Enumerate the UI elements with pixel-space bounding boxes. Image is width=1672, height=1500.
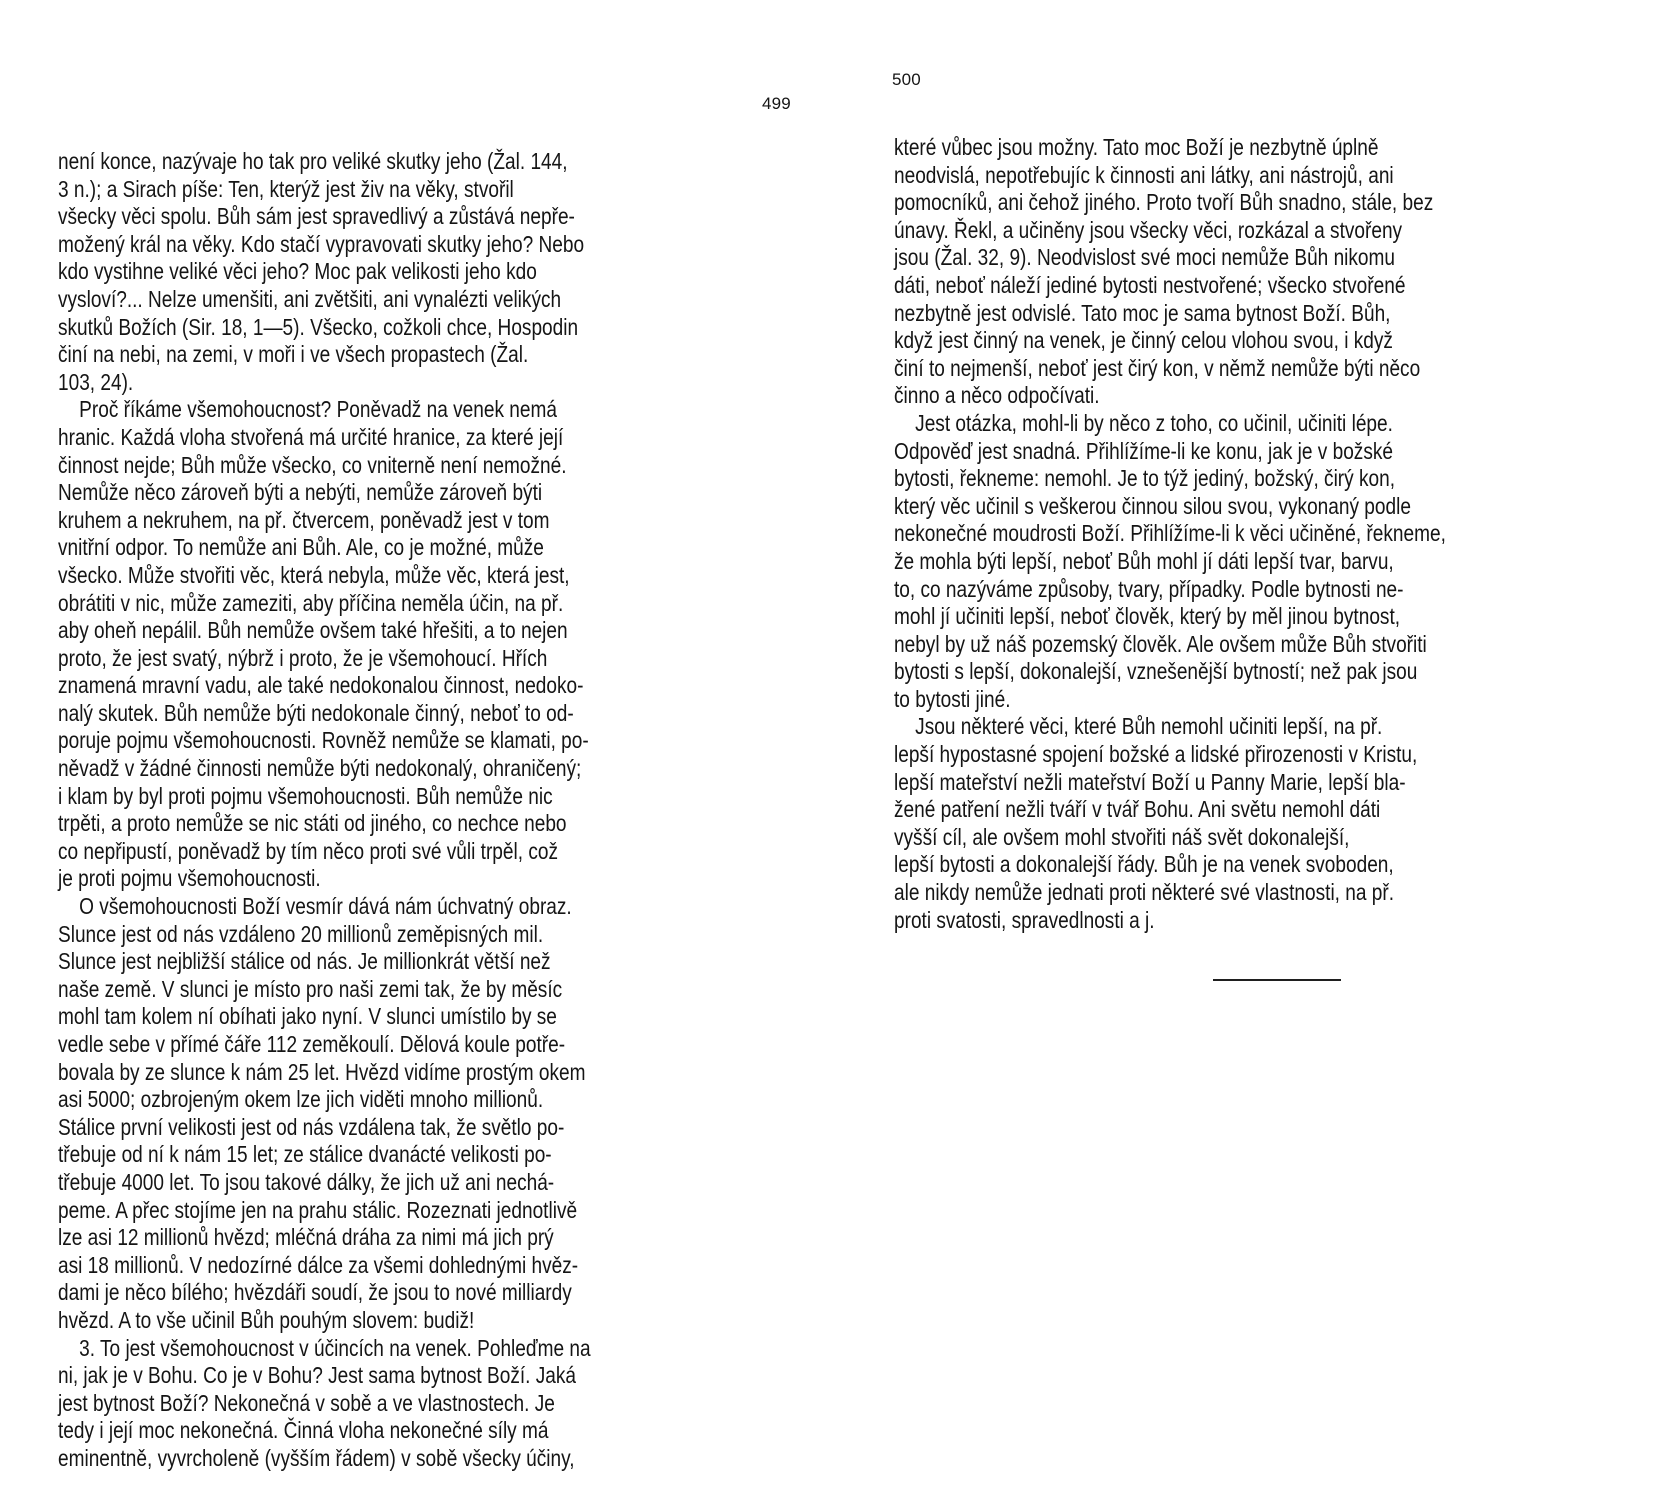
text-line: že mohla býti lepší, neboť Bůh mohl jí dáti lepší tvar, barvu,	[894, 547, 1394, 574]
text-line: všecko. Může stvořiti věc, která nebyla, může věc, která jest,	[58, 561, 570, 588]
text-line: to bytosti jiné.	[894, 685, 1011, 712]
text-line: nekonečné moudrosti Boží. Přihlížíme-li k věci učiněné, řekneme,	[894, 520, 1446, 547]
text-line: tedy i její moc nekonečná. Činná vloha nekonečné síly má	[58, 1417, 549, 1444]
text-line: poruje pojmu všemohoucnosti. Rovněž nemůže se klamati, po-	[58, 727, 589, 754]
text-line: znamená mravní vadu, ale také nedokonalou činnost, nedoko-	[58, 672, 584, 699]
text-line: vedle sebe v přímé čáře 112 zeměkoulí. Dělová koule potře-	[58, 1031, 566, 1057]
text-line: vysloví?... Nelze umenšiti, ani zvětšiti, ani vynalézti velikých	[58, 285, 562, 312]
text-line: lze asi 12 millionů hvězd; mléčná dráha za nimi má jich prý	[58, 1224, 554, 1251]
text-line: kruhem a nekruhem, na př. čtvercem, poněvadž jest v tom	[58, 506, 550, 533]
text-line: dáti, neboť náleží jediné bytosti nestvořené; všecko stvořené	[894, 271, 1406, 298]
text-line: hranic. Každá vloha stvořená má určité hranice, za které její	[58, 423, 564, 450]
text-line: peme. A přec stojíme jen na prahu stálic. Rozeznati jednotlivě	[58, 1196, 578, 1223]
text-line: když jest činný na venek, je činný celou vlohou svou, i když	[894, 327, 1393, 354]
text-line: jest bytnost Boží? Nekonečná v sobě a ve vlastnostech. Je	[58, 1389, 555, 1416]
text-line: Odpověď jest snadná. Přihlížíme-li ke konu, jak je v božské	[894, 437, 1393, 464]
text-line: ale nikdy nemůže jednati proti některé své vlastnosti, na př.	[894, 879, 1395, 906]
text-line: 103, 24).	[58, 368, 134, 395]
text-line: žené patření nežli tváří v tvář Bohu. Ani světu nemohl dáti	[894, 796, 1381, 823]
text-line: bytosti, řekneme: nemohl. Je to týž jediný, božský, čirý kon,	[894, 465, 1396, 492]
text-line: 3. To jest všemohoucnost v účincích na venek. Pohleďme na	[58, 1334, 591, 1361]
text-line: lepší mateřství nežli mateřství Boží u Panny Marie, lepší bla-	[894, 768, 1406, 795]
text-line: všecky věci spolu. Bůh sám jest spravedlivý a zůstává nepře-	[58, 203, 575, 230]
text-line: obrátiti v nic, může zameziti, aby příčina neměla účin, na př.	[58, 589, 564, 616]
text-line: nebyl by už náš pozemský člověk. Ale ovšem může Bůh stvořiti	[894, 630, 1427, 657]
text-line: lepší bytosti a dokonalejší řády. Bůh je na venek svoboden,	[894, 851, 1394, 878]
text-line: bovala by ze slunce k nám 25 let. Hvězd vidíme prostým okem	[58, 1058, 586, 1085]
text-line: činno a něco odpočívati.	[894, 382, 1100, 409]
text-line: činnost nejde; Bůh může všecko, co vniterně není nemožné.	[58, 451, 567, 478]
text-line: pomocníků, ani čehož jiného. Proto tvoří Bůh snadno, stále, bez	[894, 189, 1434, 216]
text-line: 3 n.); a Sirach píše: Ten, kterýž jest živ na věky, stvořil	[58, 175, 514, 202]
text-line: které vůbec jsou možny. Tato moc Boží je nezbytně úplně	[894, 134, 1379, 160]
text-line: vnitřní odpor. To nemůže ani Bůh. Ale, co je možné, může	[58, 534, 544, 561]
text-line: co nepřipustí, poněvadž by tím něco proti své vůli trpěl, což	[58, 837, 558, 864]
text-line: nezbytně jest odvislé. Tato moc je sama bytnost Boží. Bůh,	[894, 299, 1391, 326]
text-line: eminentně, vyvrcholeně (vyšším řádem) v sobě všecky účiny,	[58, 1444, 575, 1471]
text-line: Proč říkáme všemohoucnost? Poněvadž na venek nemá	[58, 396, 557, 423]
text-line: něvadž v žádné činnosti nemůže býti nedokonalý, ohraničený;	[58, 755, 582, 782]
text-line: Slunce jest od nás vzdáleno 20 millionů zeměpisných mil.	[58, 920, 544, 947]
text-line: dami je něco bílého; hvězdáři soudí, že jsou to nové milliardy	[58, 1279, 572, 1306]
text-line: je proti pojmu všemohoucnosti.	[58, 865, 321, 892]
text-line: lepší hypostasné spojení božské a lidské přirozenosti v Kristu,	[894, 741, 1418, 768]
text-line: naše země. V slunci je místo pro naši zemi tak, že by měsíc	[58, 975, 563, 1002]
text-line: činí na nebi, na zemi, v moři i ve všech propastech (Žal.	[58, 341, 529, 368]
text-line: není konce, nazývaje ho tak pro veliké skutky jeho (Žal. 144,	[58, 148, 568, 174]
page-text	[58, 148, 762, 1473]
text-line: aby oheň nepálil. Bůh nemůže ovšem také hřešiti, a to nejen	[58, 617, 568, 644]
section-divider	[1213, 979, 1341, 981]
text-line: který věc učinil s veškerou činnou silou svou, vykonaný podle	[894, 492, 1411, 519]
text-line: bytosti s lepší, dokonalejší, vznešenější bytností; než pak jsou	[894, 658, 1418, 685]
text-line: jsou (Žal. 32, 9). Neodvislost své moci nemůže Bůh nikomu	[894, 244, 1396, 271]
page-number: 499	[762, 94, 791, 113]
text-line: možený král na věky. Kdo stačí vypravovati skutky jeho? Nebo	[58, 230, 585, 257]
text-line: Stálice první velikosti jest od nás vzdálena tak, že světlo po-	[58, 1113, 565, 1140]
text-line: kdo vystihne veliké věci jeho? Moc pak velikosti jeho kdo	[58, 258, 537, 285]
right-page	[836, 0, 1672, 1500]
page-text	[894, 134, 1598, 934]
text-line: i klam by byl proti pojmu všemohoucnosti. Bůh nemůže nic	[58, 782, 553, 809]
text-line: nalý skutek. Bůh nemůže býti nedokonale činný, neboť to od-	[58, 699, 574, 726]
text-line: mohl jí učiniti lepší, neboť člověk, který by měl jinou bytnost,	[894, 603, 1401, 630]
text-line: Slunce jest nejbližší stálice od nás. Je millionkrát větší než	[58, 948, 551, 975]
text-line: mohl tam kolem ní obíhati jako nyní. V slunci umístilo by se	[58, 1003, 557, 1030]
text-line: skutků Božích (Sir. 18, 1—5). Všecko, cožkoli chce, Hospodin	[58, 313, 579, 340]
text-line: asi 18 millionů. V nedozírné dálce za všemi dohlednými hvěz-	[58, 1251, 579, 1278]
text-line: O všemohoucnosti Boží vesmír dává nám úchvatný obraz.	[58, 893, 572, 920]
text-line: to, co nazýváme způsoby, tvary, případky. Podle bytnosti ne-	[894, 575, 1404, 602]
text-line: proto, že jest svatý, nýbrž i proto, že je všemohoucí. Hřích	[58, 644, 548, 671]
text-line: vyšší cíl, ale ovšem mohl stvořiti náš svět dokonalejší,	[894, 823, 1350, 850]
text-line: únavy. Řekl, a učiněny jsou všecky věci, rozkázal a stvořeny	[894, 216, 1403, 243]
text-line: třebuje od ní k nám 15 let; ze stálice dvanácté velikosti po-	[58, 1141, 552, 1168]
text-line: třebuje 4000 let. To jsou takové dálky, že jich už ani nechá-	[58, 1168, 555, 1195]
text-line: trpěti, a proto nemůže se nic státi od jiného, co nechce nebo	[58, 810, 567, 837]
text-line: Jsou některé věci, které Bůh nemohl učiniti lepší, na př.	[894, 713, 1383, 740]
page-number: 500	[892, 70, 921, 89]
text-line: proti svatosti, spravedlnosti a j.	[894, 906, 1155, 933]
text-line: Nemůže něco zároveň býti a nebýti, nemůže zároveň býti	[58, 479, 543, 506]
text-line: asi 5000; ozbrojeným okem lze jich viděti mnoho millionů.	[58, 1086, 544, 1113]
text-line: hvězd. A to vše učinil Bůh pouhým slovem: budiž!	[58, 1306, 475, 1333]
text-line: ni, jak je v Bohu. Co je v Bohu? Jest sama bytnost Boží. Jaká	[58, 1362, 577, 1389]
text-line: neodvislá, nepotřebujíc k činnosti ani látky, ani nástrojů, ani	[894, 161, 1394, 188]
text-line: Jest otázka, mohl-li by něco z toho, co učinil, učiniti lépe.	[894, 409, 1393, 436]
text-line: činí to nejmenší, neboť jest čirý kon, v němž nemůže býti něco	[894, 354, 1421, 381]
